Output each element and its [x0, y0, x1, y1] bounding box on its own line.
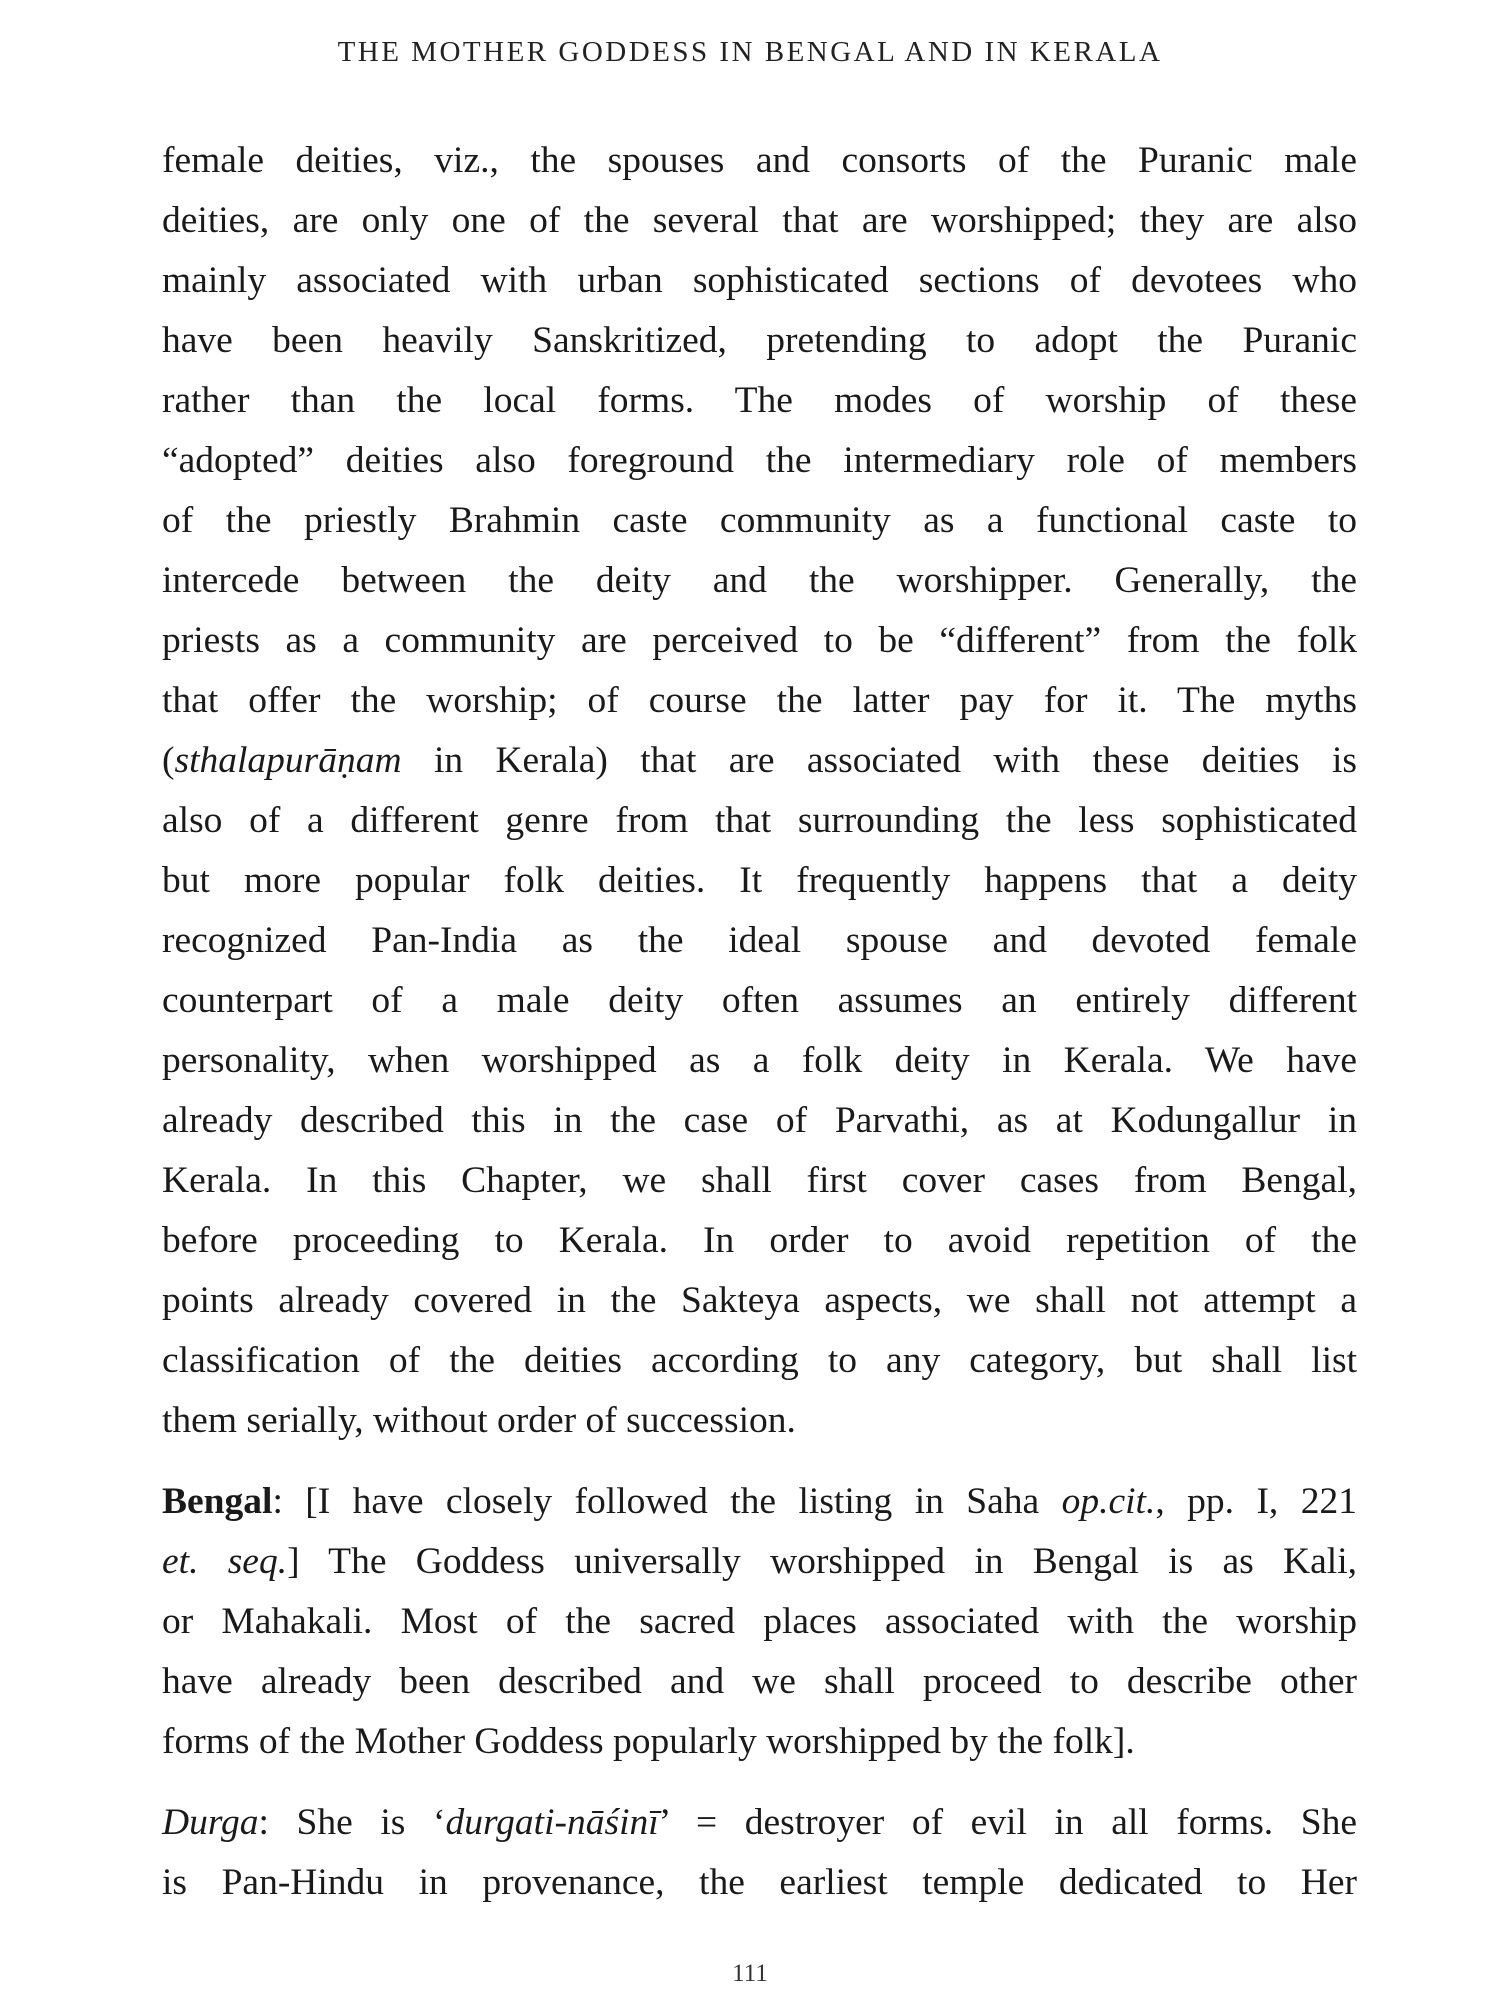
text-segment: of the priestly Brahmin caste community as a functional caste to — [162, 500, 1357, 541]
text-segment: points already covered in the Sakteya aspects, we shall not attempt a — [162, 1280, 1357, 1321]
text-segment: mainly associated with urban sophisticated sections of devotees who — [162, 260, 1357, 301]
text-line — [162, 551, 1357, 611]
text-segment: but more popular folk deities. It frequently happens that a deity — [162, 860, 1357, 901]
text-line — [162, 131, 1357, 191]
text-line — [162, 1853, 1357, 1913]
text-line — [162, 1472, 1357, 1532]
text-line — [162, 371, 1357, 431]
text-line — [162, 1091, 1357, 1151]
text-line — [162, 611, 1357, 671]
text-line — [162, 1211, 1357, 1271]
bold-text: Bengal — [162, 1481, 273, 1522]
text-segment: , pp. I, 221 — [1155, 1481, 1357, 1522]
text-line — [162, 671, 1357, 731]
text-segment: recognized Pan-India as the ideal spouse and devoted female — [162, 920, 1357, 961]
text-segment: in Kerala) that are associated with these deities is — [401, 740, 1357, 781]
text-segment: have already been described and we shall proceed to describe other — [162, 1661, 1357, 1702]
paragraph-bengal — [162, 1472, 1357, 1772]
text-segment: classification of the deities according to any category, but shall list — [162, 1340, 1357, 1381]
text-line — [162, 791, 1357, 851]
text-segment: female deities, viz., the spouses and consorts of the Puranic male — [162, 140, 1357, 181]
text-segment: “adopted” deities also foreground the intermediary role of members — [162, 440, 1357, 481]
text-line — [162, 1652, 1357, 1712]
text-segment: is Pan-Hindu in provenance, the earliest temple dedicated to Her — [162, 1862, 1357, 1903]
text-line — [162, 311, 1357, 371]
text-segment: Kerala. In this Chapter, we shall first cover cases from Bengal, — [162, 1160, 1357, 1201]
text-line — [162, 431, 1357, 491]
italic-text: op.cit. — [1061, 1481, 1156, 1522]
text-line — [162, 251, 1357, 311]
text-line — [162, 1391, 1357, 1451]
text-segment: deities, are only one of the several that are worshipped; they are also — [162, 200, 1357, 241]
text-segment: counterpart of a male deity often assumes an entirely different — [162, 980, 1357, 1021]
text-line — [162, 1271, 1357, 1331]
text-segment: have been heavily Sanskritized, pretending to adopt the Puranic — [162, 320, 1357, 361]
text-segment: rather than the local forms. The modes of worship of these — [162, 380, 1357, 421]
italic-text: Durga — [162, 1802, 259, 1843]
text-segment: before proceeding to Kerala. In order to avoid repetition of the — [162, 1220, 1357, 1261]
paragraph-intro — [162, 131, 1357, 1451]
text-segment: ( — [162, 740, 175, 781]
text-line — [162, 851, 1357, 911]
text-line — [162, 1151, 1357, 1211]
text-segment: personality, when worshipped as a folk deity in Kerala. We have — [162, 1040, 1357, 1081]
text-line — [162, 1793, 1357, 1853]
text-segment: : She is ‘ — [258, 1802, 446, 1843]
text-line — [162, 1532, 1357, 1592]
text-segment: priests as a community are perceived to be “different” from the folk — [162, 620, 1357, 661]
paragraph-durga — [162, 1793, 1357, 1913]
text-segment: them serially, without order of succession. — [162, 1400, 796, 1441]
text-segment: already described this in the case of Parvathi, as at Kodungallur in — [162, 1100, 1357, 1141]
text-segment: or Mahakali. Most of the sacred places associated with the worship — [162, 1601, 1357, 1642]
text-segment: : [I have closely followed the listing in Saha — [272, 1481, 1062, 1522]
text-line — [162, 731, 1357, 791]
italic-text: durgati-nāśinī — [445, 1802, 659, 1843]
text-segment: intercede between the deity and the worshipper. Generally, the — [162, 560, 1357, 601]
running-header: THE MOTHER GODDESS IN BENGAL AND IN KERALA — [337, 36, 1163, 68]
text-segment: that offer the worship; of course the latter pay for it. The myths — [162, 680, 1357, 721]
page-number: 111 — [732, 1960, 768, 1987]
italic-text: sthalapurāṇam — [174, 740, 402, 781]
text-line — [162, 1592, 1357, 1652]
text-line — [162, 191, 1357, 251]
italic-text: et. seq. — [162, 1541, 288, 1582]
text-line — [162, 1331, 1357, 1391]
text-segment: also of a different genre from that surrounding the less sophisticated — [162, 800, 1357, 841]
text-line — [162, 1031, 1357, 1091]
text-segment: ] The Goddess universally worshipped in Bengal is as Kali, — [287, 1541, 1357, 1582]
text-line — [162, 911, 1357, 971]
text-segment: forms of the Mother Goddess popularly worshipped by the folk]. — [162, 1721, 1135, 1762]
text-segment: ’ = destroyer of evil in all forms. She — [658, 1802, 1357, 1843]
text-line — [162, 491, 1357, 551]
text-line — [162, 1712, 1357, 1772]
text-line — [162, 971, 1357, 1031]
